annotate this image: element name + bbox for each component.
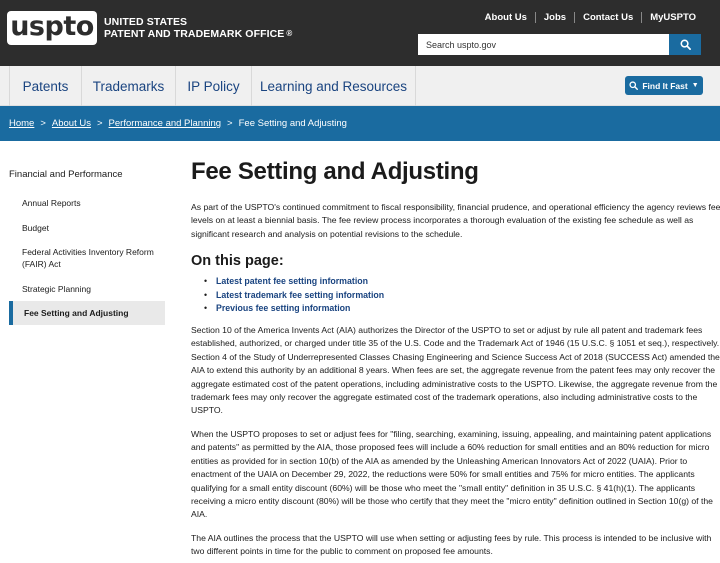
breadcrumb-performance-and-planning[interactable]: Performance and Planning (108, 118, 222, 129)
fee-process-paragraph: The AIA outlines the process that the USPTO will use when setting or adjusting fees by rule. This process is intended to be inclusive with two different points in time for the public to comment on proposed fee amounts. (191, 533, 712, 557)
breadcrumb-current: Fee Setting and Adjusting (238, 118, 347, 129)
util-link-about-us[interactable]: About Us (484, 12, 527, 23)
search-icon (680, 39, 691, 50)
toc-link-label: Latest trademark fee setting information (216, 289, 385, 300)
toc-link-label: Latest patent fee setting information (216, 276, 369, 286)
breadcrumb (0, 106, 720, 141)
search-icon (629, 81, 638, 90)
site-header (0, 0, 720, 66)
utility-links (477, 12, 696, 23)
entity-discount-paragraph: When the USPTO proposes to set or adjust fees for "filing, searching, examining, issuing, appealing, and maintaining patent applications and patents" as permitted by the AIA, those proposed fees will include a 60% reduction for small entities and an 80% reduction for micro entities as provided for in section 10(b) of the AIA as amended by the Unleashing American Innovators Act of 2022 (UAIA). Prior to enactment of the UAIA on December 29, 2022, the reductions were 50% for small entities and 75% for micro entities. The applicants qualifying for a small entity discount (60%) will be those who meet the "small entity" definition in 35 U.S.C. § 41(h)(1). The applicants receiving a micro entity discount (80%) will be those who certify that they meet the "micro entity" definition outlined in Section 10(g) of the AIA. (191, 429, 713, 520)
agency-name (104, 16, 292, 40)
aia-authority-paragraph: Section 10 of the America Invents Act (AIA) authorizes the Director of the USPTO to set or adjust by rule all patent and trademark fees established, authorized, or charged under title 35 of the U.S. Code and the Trademark Act of 1946 (15 U.S.C. § 1051 et seq.), respectively. Section 4 of the Study of Underrepresented Classes Chasing Engineering and Science Success Act of 2018 (SUCCESS Act) amended the AIA to extend this authority by an additional 8 years. When fees are set, the aggregate revenue from the patent fees may only recover the aggregate estimated cost of the patent operations, including administrative costs to the USPTO. Likewise, the aggregate revenue from the trademark fees may only recover the aggregate estimated cost of the trademark operations, also including administrative costs to the USPTO. (191, 325, 720, 416)
on-this-page-heading: On this page: (191, 253, 284, 269)
registered-mark: ® (286, 29, 293, 38)
nav-ip-policy[interactable]: IP Policy (176, 66, 252, 106)
sidebar-item-strategic-planning[interactable]: Strategic Planning (22, 284, 91, 294)
breadcrumb-separator: > (96, 118, 103, 129)
find-it-fast-button[interactable] (625, 76, 703, 95)
agency-line-2: PATENT AND TRADEMARK OFFICE (104, 28, 285, 40)
agency-line-1: UNITED STATES (104, 16, 188, 28)
search-input[interactable] (418, 34, 669, 55)
uspto-logo[interactable] (7, 11, 97, 45)
sidebar-item-annual-reports[interactable]: Annual Reports (22, 198, 81, 208)
sidebar-item-fee-setting[interactable]: Fee Setting and Adjusting (9, 301, 165, 325)
nav-patents[interactable]: Patents (9, 66, 82, 106)
breadcrumb-separator: > (40, 118, 46, 129)
main-nav (0, 66, 720, 106)
breadcrumb-about-us[interactable]: About Us (51, 118, 91, 129)
sidebar-heading: Financial and Performance (9, 169, 123, 180)
logo-text: uspto (10, 11, 94, 42)
search-button[interactable] (669, 34, 701, 55)
page-title: Fee Setting and Adjusting (191, 158, 479, 185)
nav-trademarks[interactable]: Trademarks (82, 66, 176, 106)
sidebar-item-fair-act[interactable]: Federal Activities Inventory Reform (FAIR) Act (22, 247, 154, 269)
toc-link-label: Previous fee setting information (216, 303, 351, 314)
toc-link-trademark[interactable] (204, 289, 384, 303)
util-link-myuspto[interactable]: MyUSPTO (650, 12, 696, 23)
toc-link-previous[interactable] (204, 302, 384, 316)
caret-down-icon: ▼ (691, 82, 699, 89)
toc-link-patent[interactable] (204, 275, 384, 289)
find-it-fast-label: Find It Fast (642, 80, 688, 91)
on-this-page-list (204, 275, 384, 316)
nav-learning-and-resources[interactable]: Learning and Resources (252, 66, 416, 106)
breadcrumb-home[interactable]: Home (9, 118, 35, 129)
util-link-contact-us[interactable]: Contact Us (583, 12, 634, 23)
sidebar-item-budget[interactable]: Budget (22, 223, 49, 233)
util-link-jobs[interactable]: Jobs (543, 12, 567, 23)
intro-paragraph: As part of the USPTO's continued commitment to fiscal responsibility, financial prudence, and operational efficiency the agency reviews fee levels on at least a biennial basis. The fee review process incorporates a thorough evaluation of the existing fee schedule as well as significant research and analysis on potential revisions to the schedule. (191, 202, 720, 239)
breadcrumb-separator: > (227, 118, 233, 129)
